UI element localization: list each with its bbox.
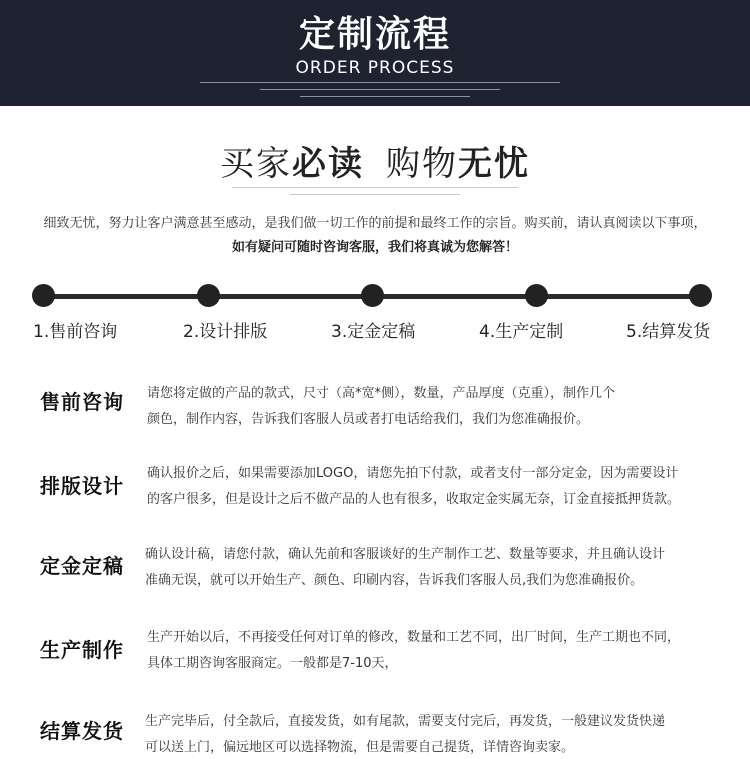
step-label: 1.售前咨询 (33, 322, 118, 342)
section-text: 请您将定做的产品的款式，尺寸（高*宽*侧），数量，产品厚度（克重），制作几个 (147, 386, 616, 401)
section-title-deposit: 定金定稿 (40, 554, 124, 578)
headline (0, 136, 750, 185)
headline-part2-bold: 无忧 (458, 144, 530, 184)
step-label: 4.生产定制 (479, 322, 564, 342)
timeline-dot (197, 284, 220, 307)
intro-line-2: 如有疑问可随时咨询客服，我们将真诚为您解答！ (231, 240, 518, 255)
section-title-production: 生产制作 (40, 638, 124, 662)
headline-part2-regular: 购物 (386, 144, 458, 184)
section-text: 可以送上门，偏远地区可以选择物流，但是需要自己提货，详情咨询卖家。 (145, 740, 575, 755)
timeline-dot (525, 284, 548, 307)
section-text: 颜色，制作内容，告诉我们客服人员或者打电话给我们，我们为您准确报价。 (147, 412, 590, 427)
section-text: 确认设计稿，请您付款，确认先前和客服谈好的生产制作工艺、数量等要求，并且确认设计 (145, 547, 666, 562)
section-text: 准确无误，就可以开始生产、颜色、印刷内容，告诉我们客服人员,我们为您准确报价。 (145, 573, 644, 588)
section-text: 生产开始以后，不再接受任何对订单的修改，数量和工艺不同，出厂时间，生产工期也不同， (147, 630, 681, 645)
intro-line-1: 细致无忧，努力让客户满意甚至感动，是我们做一切工作的前提和最终工作的宗旨。购买前，请认真阅读以下事项， (43, 216, 707, 231)
section-title-consult: 售前咨询 (40, 390, 124, 414)
step-label: 5.结算发货 (626, 322, 711, 342)
headline-decor-line (290, 194, 460, 195)
banner-decor-line (300, 96, 470, 97)
banner-subtitle: ORDER PROCESS (295, 58, 455, 78)
timeline-dot (689, 284, 712, 307)
banner-decor-line (200, 82, 560, 83)
banner-title: 定制流程 (298, 14, 451, 55)
headline-part1-bold: 必读 (292, 144, 364, 184)
section-title-settlement: 结算发货 (40, 719, 124, 743)
section-text: 生产完毕后，付全款后，直接发货，如有尾款，需要支付完后，再发货，一般建议发货快递 (145, 714, 666, 729)
step-label: 2.设计排版 (183, 322, 268, 342)
step-label: 3.定金定稿 (331, 322, 416, 342)
timeline-dot (361, 284, 384, 307)
section-title-design: 排版设计 (40, 474, 124, 498)
banner (0, 0, 750, 106)
headline-part1-regular: 买家 (220, 144, 292, 184)
section-text: 确认报价之后，如果需要添加LOGO，请您先拍下付款，或者支付一部分定金，因为需要设计 (147, 466, 679, 481)
section-text: 的客户很多，但是设计之后不做产品的人也有很多，收取定金实属无奈，订金直接抵押货款。 (147, 492, 681, 507)
timeline-dot (32, 284, 55, 307)
headline-decor-line (232, 187, 518, 188)
banner-decor-line (260, 89, 500, 90)
section-text: 具体工期咨询客服商定。一般都是7-10天， (147, 656, 398, 671)
